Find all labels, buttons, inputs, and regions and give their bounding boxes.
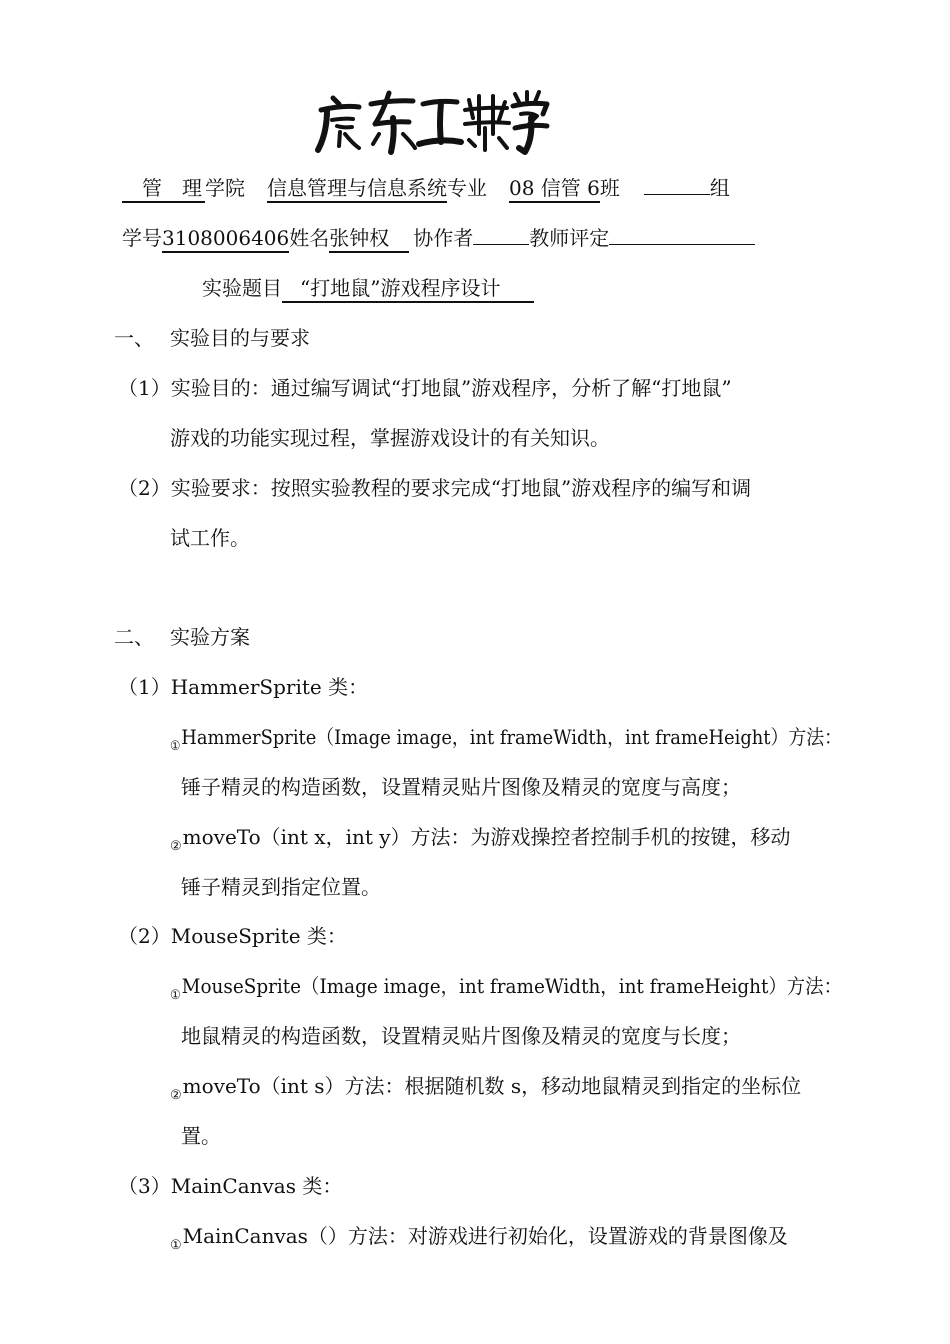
method-line (170, 823, 791, 855)
section1-item2-line1: （2）实验要求：按照实验教程的要求完成“打地鼠”游戏程序的编写和调 (118, 476, 752, 500)
class-suffix: 班 (599, 176, 620, 200)
method-line (170, 1072, 801, 1104)
major-field (267, 175, 447, 203)
class-heading: （2）MouseSprite 类： (118, 924, 347, 948)
class-heading: （3）MainCanvas 类： (118, 1174, 343, 1198)
title-field (282, 275, 534, 303)
method-line (170, 723, 842, 755)
circled-number: ① (170, 1238, 182, 1253)
teacher-eval-label: 教师评定 (529, 226, 610, 250)
method-text: moveTo（int s）方法：根据随机数 s，移动地鼠精灵到指定的坐标位 (182, 1074, 802, 1098)
header-line-college (122, 174, 730, 203)
circled-number: ① (170, 739, 181, 754)
method-text: moveTo（int x，int y）方法：为游戏操控者控制手机的按键，移动 (182, 825, 791, 849)
class-field (509, 175, 600, 203)
section1-item1-line1: （1）实验目的：通过编写调试“打地鼠”游戏程序，分析了解“打地鼠” (118, 376, 732, 400)
college-suffix: 学院 (205, 176, 245, 200)
section2-number: 二、 (114, 625, 154, 649)
circled-number: ② (170, 839, 182, 854)
circled-number: ① (170, 988, 181, 1003)
method-line-continued: 置。 (181, 1124, 221, 1148)
method-line-continued: 锤子精灵到指定位置。 (181, 875, 381, 899)
name-value: 张钟权 (329, 226, 390, 250)
college-field (122, 175, 205, 203)
method-line-continued: 锤子精灵的构造函数，设置精灵贴片图像及精灵的宽度与高度； (181, 775, 741, 799)
collaborator-blank (473, 224, 529, 245)
student-id-label: 学号 (122, 226, 162, 250)
name-field (329, 225, 409, 253)
college-value: 管 理 (142, 176, 202, 200)
major-value: 信息管理与信息系统 (267, 176, 447, 200)
method-text: HammerSprite（Image image，int frameWidth，int frameHeight）方法： (181, 725, 842, 749)
major-suffix: 专业 (447, 176, 487, 200)
name-label: 姓名 (289, 226, 330, 250)
section1-title: 实验目的与要求 (170, 326, 310, 350)
section2-heading (114, 623, 250, 651)
collaborator-label: 协作者 (413, 226, 474, 250)
section2-title: 实验方案 (170, 625, 250, 649)
title-value: “打地鼠”游戏程序设计 (300, 276, 501, 300)
class-heading: （1）HammerSprite 类： (118, 675, 369, 699)
section1-number: 一、 (114, 326, 154, 350)
method-text: MouseSprite（Image image，int frameWidth，int frameHeight）方法： (181, 974, 842, 998)
header-line-student (122, 224, 755, 253)
class-value: 08 信管 6 (509, 176, 600, 200)
circled-number: ② (170, 1088, 182, 1103)
student-id-value: 3108006406 (162, 226, 290, 250)
section1-item2-line2: 试工作。 (170, 526, 250, 550)
title-label: 实验题目 (202, 276, 282, 300)
group-blank (644, 174, 710, 195)
section1-heading (114, 324, 310, 352)
teacher-eval-blank (609, 224, 755, 245)
method-line-continued: 地鼠精灵的构造函数，设置精灵贴片图像及精灵的宽度与长度； (181, 1024, 741, 1048)
group-suffix: 组 (709, 176, 730, 200)
method-line (170, 1222, 788, 1254)
student-id-field (162, 225, 289, 253)
method-line (170, 972, 842, 1004)
university-logo-calligraphy (315, 88, 550, 156)
section1-item1-line2: 游戏的功能实现过程，掌握游戏设计的有关知识。 (170, 426, 610, 450)
method-text: MainCanvas（）方法：对游戏进行初始化，设置游戏的背景图像及 (182, 1224, 788, 1248)
header-line-title (202, 274, 534, 303)
